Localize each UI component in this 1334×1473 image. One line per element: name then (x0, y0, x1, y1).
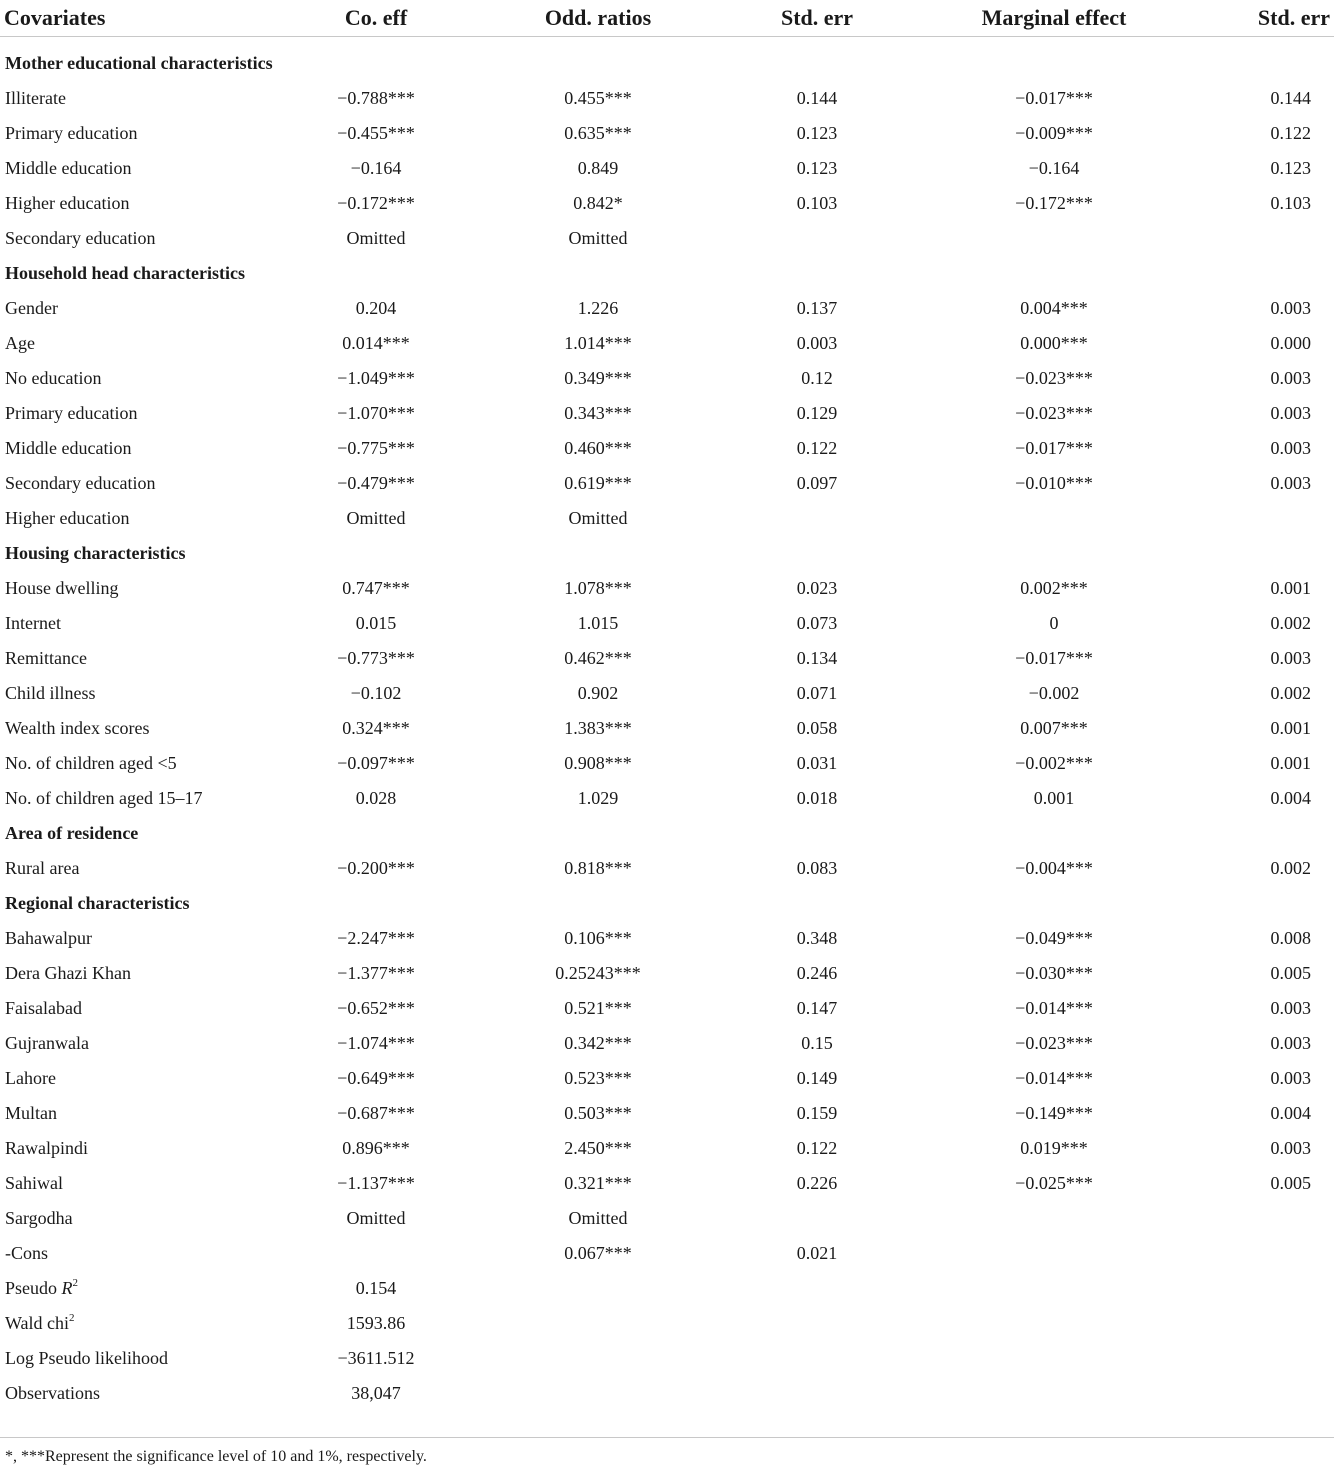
marginal-effect-cell (900, 221, 1208, 256)
table-row (0, 361, 1334, 396)
odds-ratio-cell: 0.321*** (564, 1173, 632, 1193)
table-row (0, 921, 1334, 956)
covariate-label: Wealth index scores (5, 718, 150, 738)
std-err-marginal-cell: 0.000 (1270, 333, 1311, 353)
odds-ratio-cell: 0.460*** (564, 438, 632, 458)
marginal-effect-cell: 0.004*** (1020, 298, 1088, 318)
marginal-effect-cell: −0.004*** (1015, 858, 1093, 878)
table-row (0, 991, 1334, 1026)
table-row (0, 291, 1334, 326)
marginal-effect-cell (900, 1236, 1208, 1271)
covariate-label: Internet (5, 613, 61, 633)
covariate-label: Sargodha (5, 1208, 73, 1228)
section-header-row (0, 886, 1334, 921)
std-err-cell (734, 1201, 900, 1236)
table-row (0, 1131, 1334, 1166)
std-err-cell: 0.226 (796, 1173, 838, 1193)
covariate-label: Bahawalpur (5, 928, 92, 948)
covariate-label: Rural area (5, 858, 80, 878)
stat-value: 0.154 (355, 1278, 397, 1298)
marginal-effect-cell: 0.007*** (1020, 718, 1088, 738)
table-row (0, 501, 1334, 536)
section-title: Housing characteristics (5, 543, 186, 563)
stat-label: Observations (5, 1383, 100, 1403)
covariate-label: Faisalabad (5, 998, 82, 1018)
coefficient-cell: −1.070*** (337, 403, 415, 423)
odds-ratio-cell: 1.014*** (564, 333, 632, 353)
stat-row-pseudo-r2 (0, 1271, 1334, 1306)
marginal-effect-cell: 0.000*** (1020, 333, 1088, 353)
odds-ratio-cell: 1.078*** (564, 578, 632, 598)
odds-ratio-cell: 0.849 (577, 158, 619, 178)
table-row (0, 1061, 1334, 1096)
covariate-label: -Cons (5, 1243, 49, 1263)
coefficient-cell: −0.788*** (337, 88, 415, 108)
marginal-effect-cell: −0.172*** (1015, 193, 1093, 213)
covariate-label: Gender (5, 298, 58, 318)
header-row (0, 0, 1334, 37)
coefficient-cell: −0.652*** (337, 998, 415, 1018)
section-title: Household head characteristics (5, 263, 245, 283)
marginal-effect-cell: −0.002*** (1015, 753, 1093, 773)
odds-ratio-cell: 0.455*** (564, 88, 632, 108)
std-err-cell: 0.031 (796, 753, 838, 773)
marginal-effect-cell: −0.009*** (1015, 123, 1093, 143)
std-err-cell: 0.003 (796, 333, 838, 353)
std-err-cell: 0.149 (796, 1068, 838, 1088)
header-marginal-effect: Marginal effect (900, 0, 1208, 37)
std-err-cell: 0.123 (796, 158, 838, 178)
coefficient-cell (290, 1236, 462, 1271)
std-err-marginal-cell: 0.008 (1270, 928, 1311, 948)
marginal-effect-cell: −0.017*** (1015, 648, 1093, 668)
covariate-label: House dwelling (5, 578, 119, 598)
std-err-marginal-cell: 0.103 (1270, 193, 1311, 213)
table-header (0, 0, 1334, 37)
coefficient-cell: −1.074*** (337, 1033, 415, 1053)
std-err-cell: 0.018 (796, 788, 838, 808)
coefficient-cell: −0.200*** (337, 858, 415, 878)
table-row (0, 676, 1334, 711)
marginal-effect-cell: −0.030*** (1015, 963, 1093, 983)
coefficient-cell: −2.247*** (337, 928, 415, 948)
section-title: Area of residence (5, 823, 139, 843)
odds-ratio-cell: 0.818*** (564, 858, 632, 878)
coefficient-cell: −0.455*** (337, 123, 415, 143)
std-err-cell: 0.097 (796, 473, 838, 493)
coefficient-cell: −0.687*** (337, 1103, 415, 1123)
marginal-effect-cell: −0.010*** (1015, 473, 1093, 493)
table-row (0, 151, 1334, 186)
std-err-cell: 0.023 (796, 578, 838, 598)
odds-ratio-cell: 1.226 (577, 298, 619, 318)
std-err-cell: 0.246 (796, 963, 838, 983)
stat-label: Wald chi$^2$ (5, 1312, 75, 1333)
coefficient-cell: 0.324*** (342, 718, 410, 738)
section-title: Mother educational characteristics (5, 53, 273, 73)
odds-ratio-cell: 0.503*** (564, 1103, 632, 1123)
table-row (0, 711, 1334, 746)
section-title: Regional characteristics (5, 893, 190, 913)
covariate-label: Rawalpindi (5, 1138, 88, 1158)
coefficient-cell: 0.204 (355, 298, 397, 318)
std-err-marginal-cell: 0.003 (1270, 403, 1311, 423)
table-row (0, 571, 1334, 606)
coefficient-cell: −0.097*** (337, 753, 415, 773)
table-row (0, 1026, 1334, 1061)
std-err-marginal-cell: 0.122 (1270, 123, 1311, 143)
std-err-cell: 0.137 (796, 298, 838, 318)
marginal-effect-cell (900, 1201, 1208, 1236)
table-row (0, 641, 1334, 676)
table-row (0, 466, 1334, 501)
odds-ratio-cell: 0.521*** (564, 998, 632, 1018)
covariate-label: Primary education (5, 403, 138, 423)
coefficient-cell: 0.015 (355, 613, 397, 633)
odds-ratio-cell: 1.383*** (564, 718, 632, 738)
std-err-cell: 0.122 (796, 1138, 838, 1158)
coefficient-cell: Omitted (346, 508, 406, 528)
table-row (0, 221, 1334, 256)
covariate-label: Child illness (5, 683, 96, 703)
std-err-marginal-cell: 0.003 (1270, 438, 1311, 458)
std-err-cell: 0.134 (796, 648, 838, 668)
odds-ratio-cell: 0.462*** (564, 648, 632, 668)
std-err-marginal-cell: 0.003 (1270, 298, 1311, 318)
covariate-label: Gujranwala (5, 1033, 89, 1053)
covariate-label: Illiterate (5, 88, 66, 108)
odds-ratio-cell: 0.25243*** (555, 963, 641, 983)
std-err-cell: 0.058 (796, 718, 838, 738)
covariate-label: Primary education (5, 123, 138, 143)
std-err-cell (734, 501, 900, 536)
header-std-err-marginal: Std. err (1208, 0, 1334, 37)
std-err-marginal-cell: 0.123 (1270, 158, 1311, 178)
marginal-effect-cell: −0.023*** (1015, 368, 1093, 388)
table-row (0, 116, 1334, 151)
coefficient-cell: 0.747*** (342, 578, 410, 598)
coefficient-cell: −0.172*** (337, 193, 415, 213)
marginal-effect-cell: 0.019*** (1020, 1138, 1088, 1158)
coefficient-cell: −0.102 (350, 683, 402, 703)
std-err-marginal-cell: 0.004 (1270, 788, 1311, 808)
table-row (0, 746, 1334, 781)
odds-ratio-cell: 0.902 (577, 683, 619, 703)
std-err-marginal-cell (1208, 221, 1334, 256)
odds-ratio-cell: 0.342*** (564, 1033, 632, 1053)
std-err-marginal-cell (1208, 1201, 1334, 1236)
std-err-cell: 0.129 (796, 403, 838, 423)
stat-label: Pseudo $R^2$ (5, 1277, 79, 1298)
std-err-marginal-cell: 0.003 (1270, 648, 1311, 668)
table-row (0, 851, 1334, 886)
marginal-effect-cell: 0.002*** (1020, 578, 1088, 598)
coefficient-cell: −1.049*** (337, 368, 415, 388)
odds-ratio-cell: 0.523*** (564, 1068, 632, 1088)
std-err-cell: 0.122 (796, 438, 838, 458)
section-header-row (0, 46, 1334, 81)
covariate-label: No. of children aged 15–17 (5, 788, 203, 808)
covariate-label: Higher education (5, 508, 130, 528)
std-err-marginal-cell: 0.003 (1270, 1033, 1311, 1053)
std-err-marginal-cell: 0.002 (1270, 613, 1311, 633)
std-err-marginal-cell: 0.001 (1270, 578, 1311, 598)
header-covariates: Covariates (0, 0, 290, 37)
odds-ratio-cell: 0.635*** (564, 123, 632, 143)
table-footnote: *, ***Represent the significance level of 10 and 1%, respectively. (5, 1448, 427, 1465)
std-err-cell: 0.159 (796, 1103, 838, 1123)
marginal-effect-cell: −0.014*** (1015, 1068, 1093, 1088)
covariate-label: Middle education (5, 158, 132, 178)
std-err-marginal-cell (1208, 1236, 1334, 1271)
marginal-effect-cell (900, 501, 1208, 536)
stat-row-observations (0, 1376, 1334, 1411)
std-err-cell (734, 221, 900, 256)
stat-value: 1593.86 (346, 1313, 406, 1333)
std-err-marginal-cell: 0.001 (1270, 753, 1311, 773)
std-err-cell: 0.071 (796, 683, 838, 703)
stat-row-wald-chi2 (0, 1306, 1334, 1341)
footer-divider (0, 1437, 1334, 1438)
odds-ratio-cell: 1.015 (577, 613, 619, 633)
coefficient-cell: 0.014*** (342, 333, 410, 353)
std-err-marginal-cell: 0.003 (1270, 473, 1311, 493)
odds-ratio-cell: 0.842* (573, 193, 623, 213)
table-row (0, 186, 1334, 221)
covariate-label: Age (5, 333, 35, 353)
section-header-row (0, 256, 1334, 291)
odds-ratio-cell: 0.106*** (564, 928, 632, 948)
std-err-marginal-cell: 0.001 (1270, 718, 1311, 738)
std-err-marginal-cell: 0.003 (1270, 998, 1311, 1018)
marginal-effect-cell: −0.164 (1028, 158, 1080, 178)
std-err-marginal-cell: 0.005 (1270, 1173, 1311, 1193)
table-row (0, 431, 1334, 466)
table-body (0, 37, 1334, 1272)
stat-value: 38,047 (351, 1383, 401, 1403)
std-err-marginal-cell: 0.005 (1270, 963, 1311, 983)
std-err-cell: 0.12 (801, 368, 833, 388)
covariate-label: Dera Ghazi Khan (5, 963, 131, 983)
odds-ratio-cell: 0.343*** (564, 403, 632, 423)
section-header-row (0, 816, 1334, 851)
coefficient-cell: 0.896*** (342, 1138, 410, 1158)
marginal-effect-cell: −0.025*** (1015, 1173, 1093, 1193)
marginal-effect-cell: −0.002 (1028, 683, 1080, 703)
std-err-cell: 0.083 (796, 858, 838, 878)
std-err-marginal-cell: 0.004 (1270, 1103, 1311, 1123)
std-err-marginal-cell: 0.003 (1270, 368, 1311, 388)
coefficient-cell: −0.649*** (337, 1068, 415, 1088)
covariate-label: No education (5, 368, 102, 388)
odds-ratio-cell: 0.908*** (564, 753, 632, 773)
marginal-effect-cell: −0.023*** (1015, 1033, 1093, 1053)
coefficient-cell: −1.377*** (337, 963, 415, 983)
table-row (0, 781, 1334, 816)
std-err-cell: 0.073 (796, 613, 838, 633)
odds-ratio-cell: Omitted (568, 508, 628, 528)
stat-label: Log Pseudo likelihood (5, 1348, 168, 1368)
marginal-effect-cell: 0.001 (1033, 788, 1075, 808)
header-std-err: Std. err (734, 0, 900, 37)
covariate-label: Lahore (5, 1068, 56, 1088)
marginal-effect-cell: −0.149*** (1015, 1103, 1093, 1123)
table-row (0, 396, 1334, 431)
header-odds-ratios: Odd. ratios (462, 0, 734, 37)
std-err-cell: 0.123 (796, 123, 838, 143)
table-row (0, 81, 1334, 116)
std-err-marginal-cell: 0.003 (1270, 1068, 1311, 1088)
odds-ratio-cell: Omitted (568, 228, 628, 248)
table-row (0, 606, 1334, 641)
stat-row-log-likelihood (0, 1341, 1334, 1376)
std-err-marginal-cell: 0.002 (1270, 683, 1311, 703)
coefficient-cell: −1.137*** (337, 1173, 415, 1193)
marginal-effect-cell: −0.017*** (1015, 438, 1093, 458)
std-err-marginal-cell: 0.003 (1270, 1138, 1311, 1158)
table-row (0, 1166, 1334, 1201)
odds-ratio-cell: 2.450*** (564, 1138, 632, 1158)
std-err-cell: 0.348 (796, 928, 838, 948)
marginal-effect-cell: −0.049*** (1015, 928, 1093, 948)
coefficient-cell: Omitted (346, 1208, 406, 1228)
marginal-effect-cell: −0.014*** (1015, 998, 1093, 1018)
section-header-row (0, 536, 1334, 571)
coefficient-cell: −0.775*** (337, 438, 415, 458)
std-err-marginal-cell: 0.002 (1270, 858, 1311, 878)
odds-ratio-cell: 0.619*** (564, 473, 632, 493)
table-row (0, 326, 1334, 361)
std-err-cell: 0.15 (801, 1033, 833, 1053)
stat-value: −3611.512 (337, 1348, 415, 1368)
covariate-label: Middle education (5, 438, 132, 458)
odds-ratio-cell: 0.067*** (564, 1243, 632, 1263)
std-err-cell: 0.147 (796, 998, 838, 1018)
std-err-cell: 0.021 (796, 1243, 838, 1263)
covariate-label: Secondary education (5, 473, 156, 493)
std-err-cell: 0.103 (796, 193, 838, 213)
model-stats (0, 1271, 1334, 1411)
table-row (0, 1201, 1334, 1236)
std-err-marginal-cell: 0.144 (1270, 88, 1311, 108)
covariate-label: Multan (5, 1103, 57, 1123)
covariate-label: Sahiwal (5, 1173, 63, 1193)
covariate-label: No. of children aged <5 (5, 753, 177, 773)
marginal-effect-cell: 0 (1049, 613, 1059, 633)
odds-ratio-cell: Omitted (568, 1208, 628, 1228)
covariate-label: Secondary education (5, 228, 156, 248)
covariate-label: Remittance (5, 648, 87, 668)
coefficient-cell: −0.479*** (337, 473, 415, 493)
coefficient-cell: −0.164 (350, 158, 402, 178)
covariate-label: Higher education (5, 193, 130, 213)
std-err-marginal-cell (1208, 501, 1334, 536)
odds-ratio-cell: 1.029 (577, 788, 619, 808)
std-err-cell: 0.144 (796, 88, 838, 108)
table-row (0, 1096, 1334, 1131)
table-row (0, 1236, 1334, 1271)
coefficient-cell: 0.028 (355, 788, 397, 808)
marginal-effect-cell: −0.017*** (1015, 88, 1093, 108)
coefficient-cell: Omitted (346, 228, 406, 248)
table-row (0, 956, 1334, 991)
odds-ratio-cell: 0.349*** (564, 368, 632, 388)
header-coefficient: Co. eff (290, 0, 462, 37)
coefficient-cell: −0.773*** (337, 648, 415, 668)
header-spacer (0, 37, 1334, 47)
marginal-effect-cell: −0.023*** (1015, 403, 1093, 423)
